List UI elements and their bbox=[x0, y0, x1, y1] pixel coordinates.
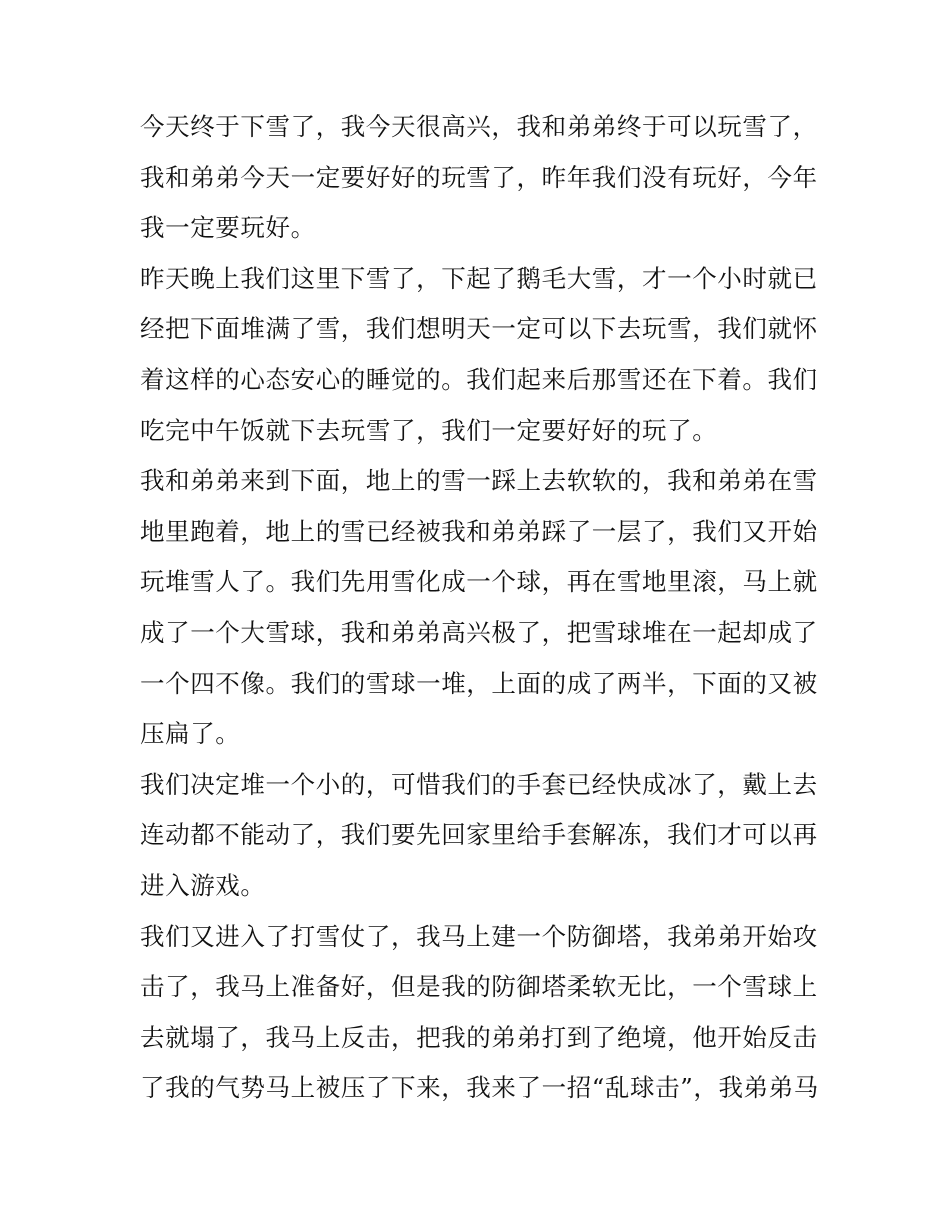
text-line: 去就塌了，我马上反击，把我的弟弟打到了绝境，他开始反击 bbox=[140, 1022, 818, 1052]
text-line: 进入游戏。 bbox=[140, 870, 266, 900]
text-line: 了我的气势马上被压了下来，我来了一招“乱球击”，我弟弟马 bbox=[140, 1073, 819, 1103]
text-line: 我一定要玩好。 bbox=[140, 213, 316, 243]
text-line: 击了，我马上准备好，但是我的防御塔柔软无比，一个雪球上 bbox=[140, 972, 818, 1002]
text-line: 压扁了。 bbox=[140, 719, 241, 749]
text-line: 着这样的心态安心的睡觉的。我们起来后那雪还在下着。我们 bbox=[140, 364, 818, 394]
document-body bbox=[140, 102, 820, 1114]
text-line: 成了一个大雪球，我和弟弟高兴极了，把雪球堆在一起却成了 bbox=[140, 617, 818, 647]
text-line: 我们决定堆一个小的，可惜我们的手套已经快成冰了，戴上去 bbox=[140, 769, 818, 799]
text-line: 地里跑着，地上的雪已经被我和弟弟踩了一层了，我们又开始 bbox=[140, 516, 818, 546]
text-line: 我们又进入了打雪仗了，我马上建一个防御塔，我弟弟开始攻 bbox=[140, 921, 818, 951]
text-line: 玩堆雪人了。我们先用雪化成一个球，再在雪地里滚，马上就 bbox=[140, 567, 818, 597]
text-line: 我和弟弟来到下面，地上的雪一踩上去软软的，我和弟弟在雪 bbox=[140, 466, 818, 496]
text-line: 一个四不像。我们的雪球一堆，上面的成了两半，下面的又被 bbox=[140, 668, 818, 698]
text-line: 连动都不能动了，我们要先回家里给手套解冻，我们才可以再 bbox=[140, 820, 818, 850]
text-line: 今天终于下雪了，我今天很高兴，我和弟弟终于可以玩雪了， bbox=[140, 112, 818, 141]
text-line: 吃完中午饭就下去玩雪了，我们一定要好好的玩了。 bbox=[140, 415, 718, 445]
text-line: 昨天晚上我们这里下雪了，下起了鹅毛大雪，才一个小时就已 bbox=[140, 263, 818, 293]
text-line: 经把下面堆满了雪，我们想明天一定可以下去玩雪，我们就怀 bbox=[140, 314, 818, 344]
text-line: 我和弟弟今天一定要好好的玩雪了，昨年我们没有玩好，今年 bbox=[140, 162, 818, 192]
